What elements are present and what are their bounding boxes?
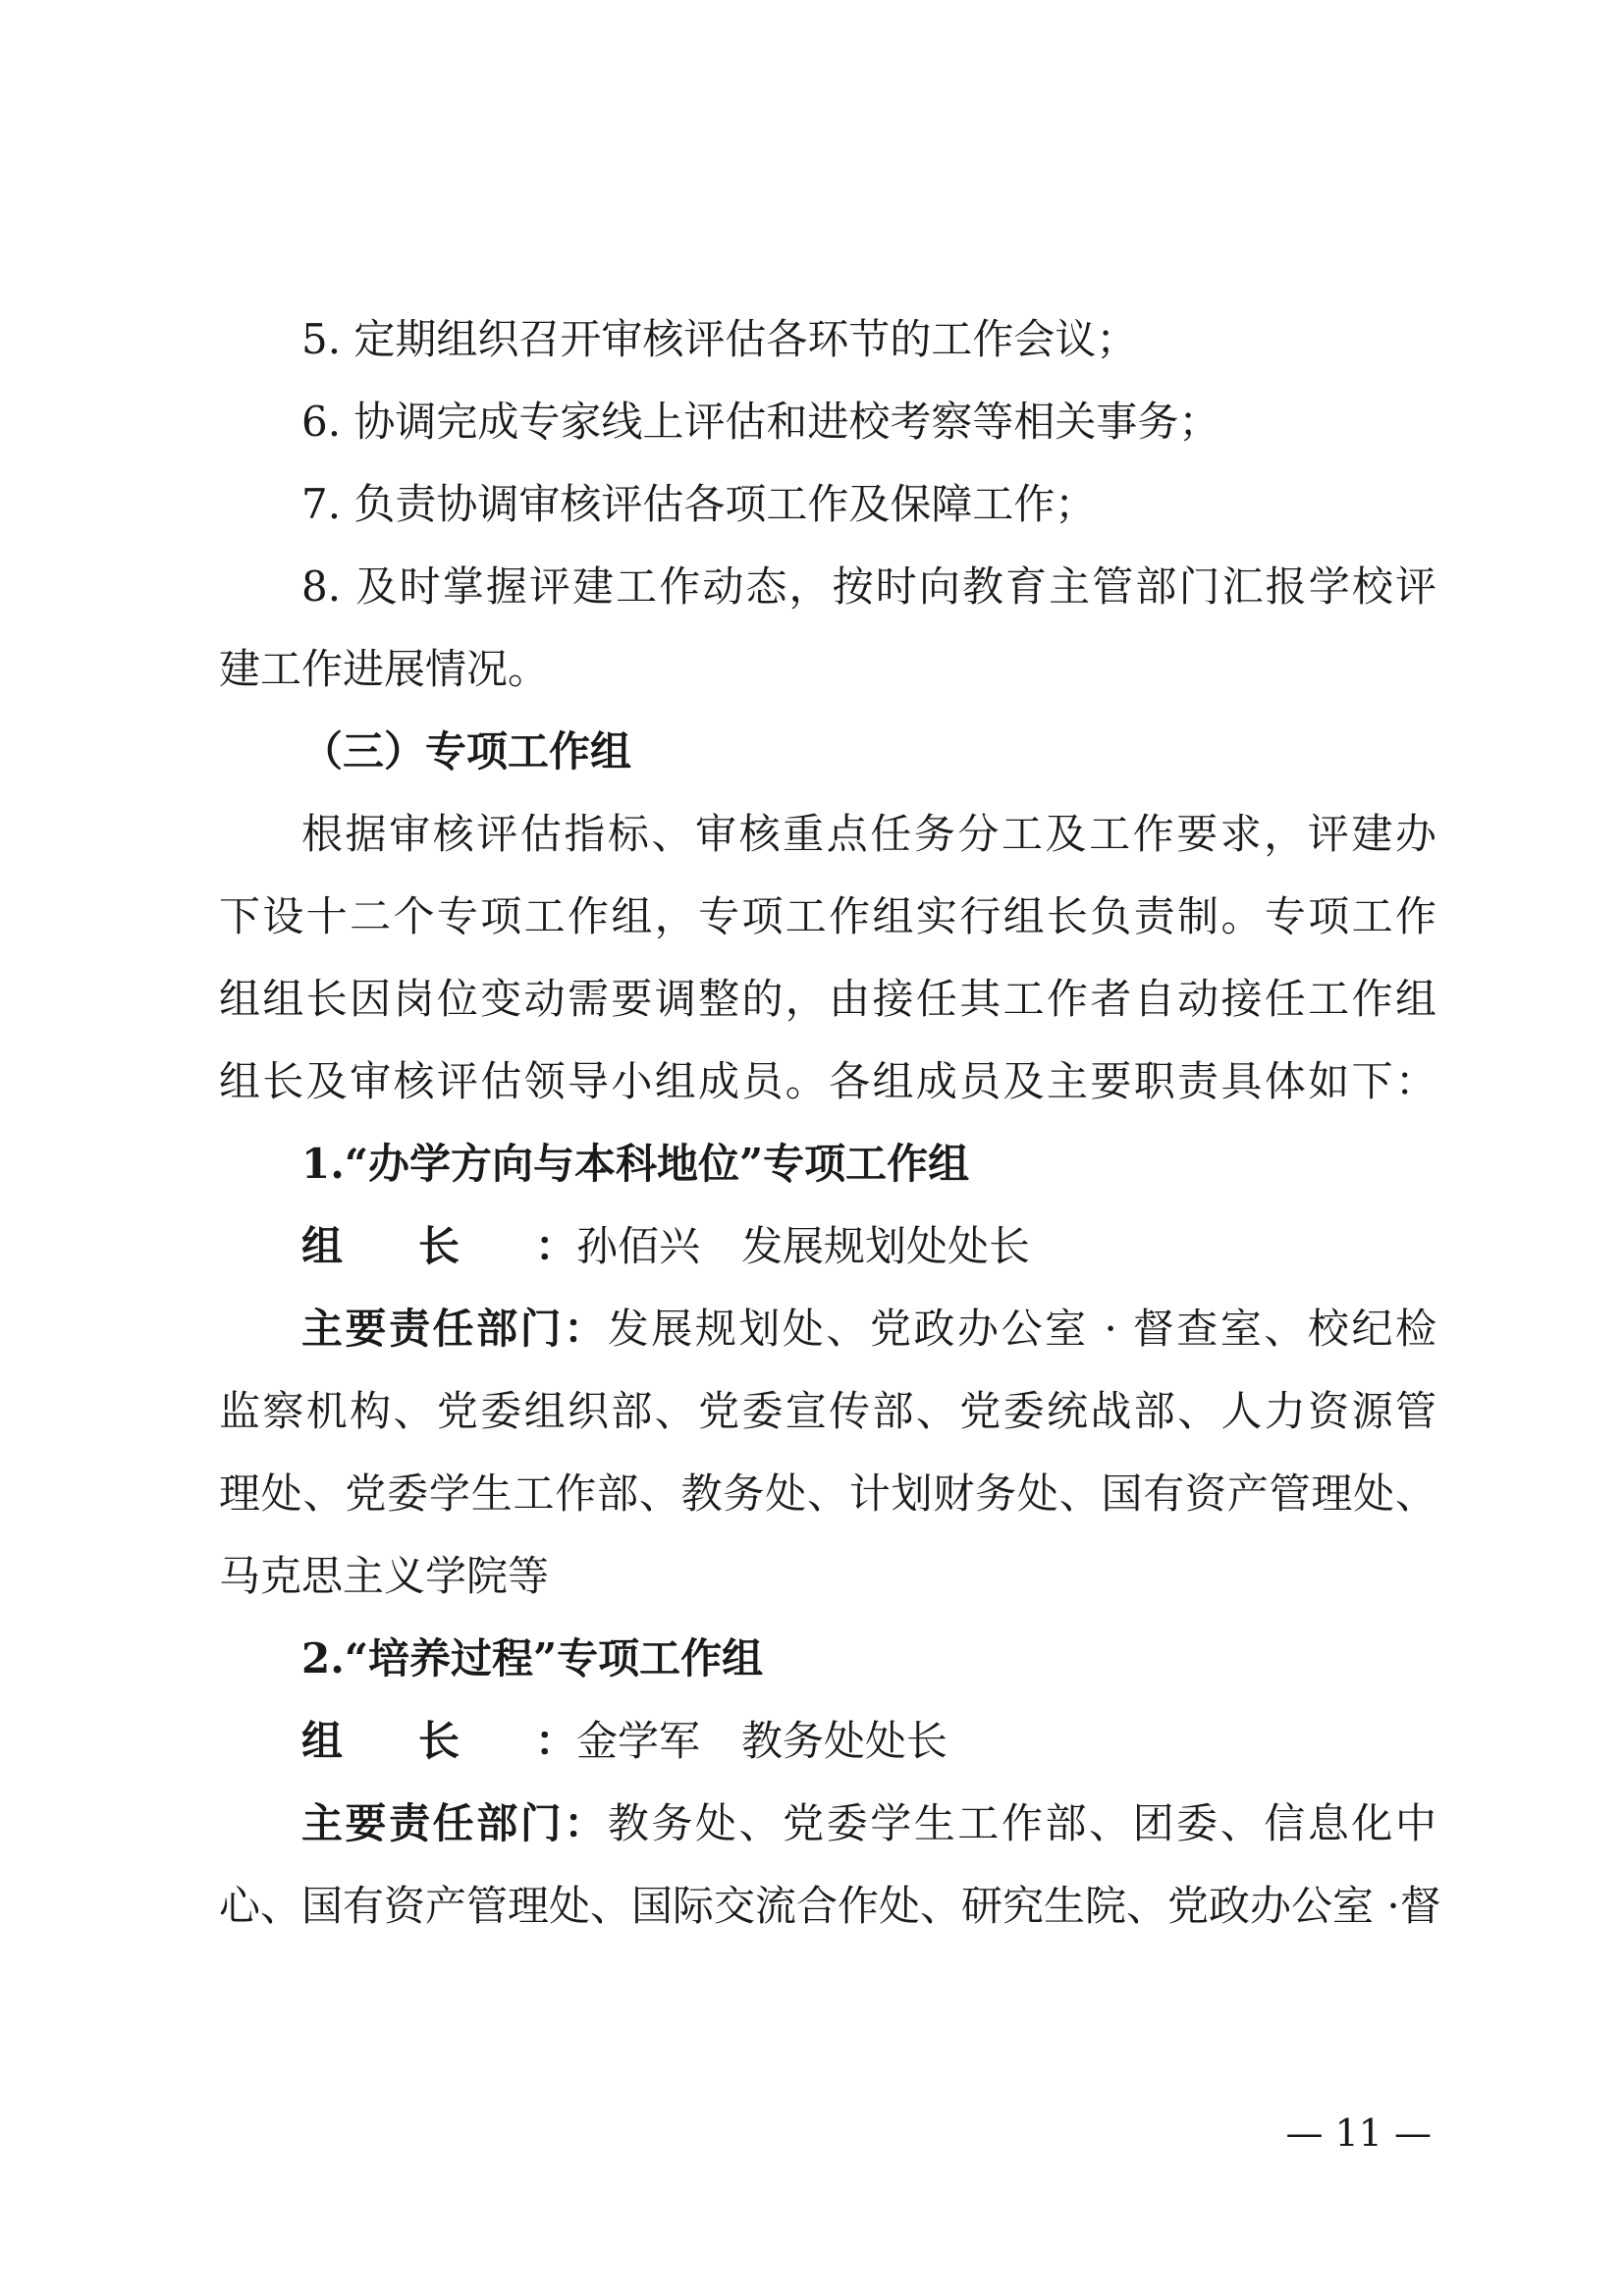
group-2-leader xyxy=(301,1714,1436,1769)
paragraph-line-1: 根据审核评估指标、审核重点任务分工及工作要求，评建办 xyxy=(301,810,1436,858)
paragraph-line-2: 下设十二个专项工作组，专项工作组实行组长负责制。专项工作 xyxy=(219,892,1436,940)
group-1-leader xyxy=(301,1219,1436,1274)
list-item-8-line-2: 建工作进展情况。 xyxy=(219,645,550,693)
page-number: — 11 — xyxy=(1285,2111,1432,2155)
leader-label: 组长： xyxy=(301,1717,576,1765)
list-item-5: 5. 定期组织召开审核评估各环节的工作会议； xyxy=(301,315,1138,363)
departments-label: 主要责任部门： xyxy=(301,1799,608,1847)
group-1-departments-line-2: 监察机构、党委组织部、党委宣传部、党委统战部、人力资源管 xyxy=(219,1387,1436,1435)
list-item-7: 7. 负责协调审核评估各项工作及保障工作； xyxy=(301,480,1097,528)
group-2-departments-line-1 xyxy=(301,1796,1436,1851)
leader-value: 孙佰兴 发展规划处处长 xyxy=(576,1222,1031,1270)
group-1-departments-line-3: 理处、党委学生工作部、教务处、计划财务处、国有资产管理处、 xyxy=(219,1469,1436,1518)
group-2-departments-line-2: 心、国有资产管理处、国际交流合作处、研究生院、党政办公室 ·督 xyxy=(219,1882,1441,1930)
departments-value: 教务处、党委学生工作部、团委、信息化中 xyxy=(607,1799,1436,1847)
departments-label: 主要责任部门： xyxy=(301,1305,608,1353)
group-2-heading: 2.“培养过程”专项工作组 xyxy=(301,1634,764,1682)
group-1-departments-line-4: 马克思主义学院等 xyxy=(219,1552,550,1600)
leader-value: 金学军 教务处处长 xyxy=(576,1717,948,1765)
list-item-6: 6. 协调完成专家线上评估和进校考察等相关事务； xyxy=(301,398,1220,446)
departments-value: 发展规划处、党政办公室 · 督查室、校纪检 xyxy=(607,1305,1436,1353)
group-1-heading: 1.“办学方向与本科地位”专项工作组 xyxy=(301,1140,970,1188)
paragraph-line-3: 组组长因岗位变动需要调整的，由接任其工作者自动接任工作组 xyxy=(219,975,1436,1023)
list-item-8-line-1: 8. 及时掌握评建工作动态，按时向教育主管部门汇报学校评 xyxy=(301,562,1436,611)
paragraph-line-4: 组长及审核评估领导小组成员。各组成员及主要职责具体如下： xyxy=(219,1057,1436,1105)
group-1-departments-line-1 xyxy=(301,1302,1436,1357)
leader-label: 组长： xyxy=(301,1222,576,1270)
section-heading: （三）专项工作组 xyxy=(301,727,632,775)
